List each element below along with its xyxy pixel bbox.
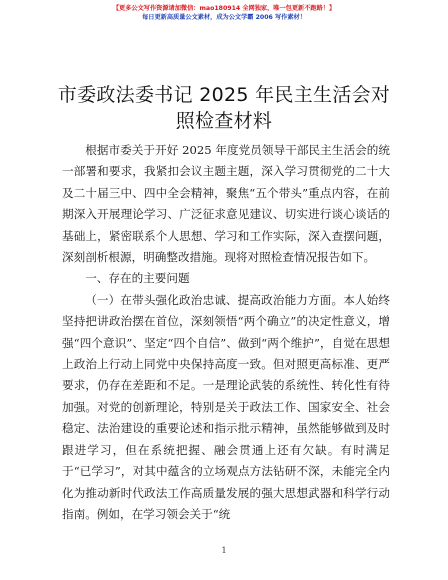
intro-paragraph: 根据市委关于开好 2025 年度党员领导干部民主生活会的统一部署和要求，我紧扣会议主题主题，深入学习贯彻党的二十大及二十届三中、四中全会精神，聚焦“五个带头”重点内容，在前期深入开展理论学习、广泛征求意见建议、切实进行谈心谈话的基础上，紧密联系个人思想、学习和工作实际，深入查摆问题，深刻剖析根源，明确整改措施。现将对照检查情况报告如下。: [62, 143, 390, 265]
document-title: 市委政法委书记 2025 年民主生活会对照检查材料: [57, 84, 391, 132]
promo-header-line-2: 每日更新高质量公文素材，成为公文学霸 2006 写作素材！: [142, 14, 306, 21]
page-number: 1: [221, 546, 227, 555]
section-heading-1: 一、存在的主要问题: [85, 271, 190, 286]
promo-header-line-1: 【更多公文写作资源请加微信：mao180914 全网独家，唯一包更新不跑路！】: [112, 5, 336, 12]
document-body: [62, 140, 390, 525]
body-paragraph-1: （一）在带头强化政治忠诚、提高政治能力方面。本人始终坚持把讲政治摆在首位，深刻领悟“两个确立”的决定性意义，增强“四个意识”、坚定“四个自信”、做到“两个维护”，自觉在思想上政治上行动上同党中央保持高度一致。但对照更高标准、更严要求，仍存在差距和不足。一是理论武装的系统性、转化性有待加强。对党的创新理论，特别是关于政法工作、国家安全、社会稳定、法治建设的重要论述和指示批示精神，虽然能够做到及时跟进学习，但在系统把握、融会贯通上还有欠缺。有时满足于“已学习”，对其中蕴含的立场观点方法钻研不深，未能完全内化为推动新时代政法工作高质量发展的强大思想武器和科学行动指南。例如，在学习领会关于“统: [62, 292, 390, 521]
promo-header-banner: [0, 4, 448, 22]
